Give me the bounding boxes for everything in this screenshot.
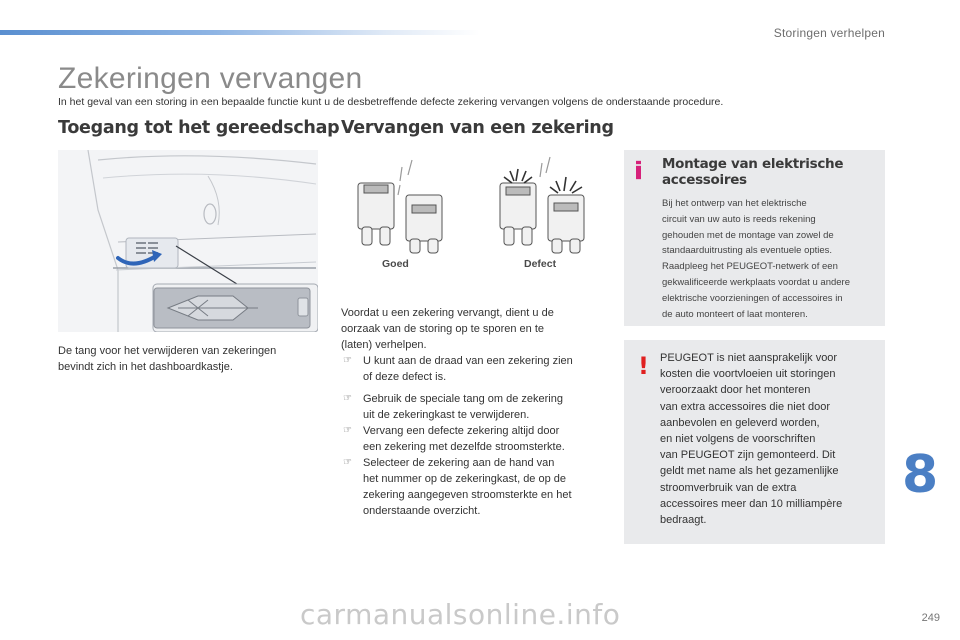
watermark-text: carmanualsonline.info [300,598,621,631]
replace-intro: Voordat u een zekering vervangt, dient u de oorzaak van de storing op te sporen en te (laten) verhelpen. [341,307,554,351]
label-defect: Defect [524,258,557,270]
intro-text: In het geval van een storing in een bepaalde functie kunt u de desbetreffende defecte zekering vervangen volgens de onderstaande procedure. [58,96,724,108]
glovebox-illustration [58,150,318,332]
list-item: ☞ U kunt aan de draad van een zekering zien of deze defect is. [343,355,573,383]
info-icon [636,160,641,180]
info-title: Montage van elektrische accessoires [662,156,844,188]
list-item: ☞ Selecteer de zekering aan de hand van het nummer op de zekeringkast, de op de zekering aangegeven stroomsterkte en het onderstaande overzicht. [343,457,572,517]
heading-tool-access: Toegang tot het gereedschap [58,118,340,138]
heading-replace-fuse: Vervangen van een zekering [341,118,614,138]
replace-steps-list [341,353,616,519]
warning-icon: ! [638,352,649,380]
warning-body: PEUGEOT is niet aansprakelijk voor kosten die voortvloeien uit storingen veroorzaakt door het monteren van extra accessoires die niet door aanbevolen en geleverd worden, en niet volgens de voorschriften van PEUGEOT zijn gemonteerd. Dit geldt met name als het gezamenlijke stroomverbruik van de extra accessoires meer dan 10 milliampère bedraagt. [660,352,843,527]
defect-fuse-icon [500,183,584,253]
tool-location-caption: De tang voor het verwijderen van zekeringen bevindt zich in het dashboardkastje. [58,345,277,373]
header-accent-bar [0,30,480,35]
fuse-comparison-figure [340,155,600,275]
page-number: 249 [921,612,940,624]
warning-box [624,340,885,544]
page-title: Zekeringen vervangen [58,62,363,95]
chapter-number: 8 [902,445,939,505]
good-fuse-icon [358,183,442,253]
list-item: ☞ Vervang een defecte zekering altijd door een zekering met dezelfde stroomsterkte. [343,425,565,453]
list-item: ☞ Gebruik de speciale tang om de zekering uit de zekeringkast te verwijderen. [343,393,563,421]
label-good: Goed [382,258,409,270]
info-box-accessories [624,150,885,326]
section-title: Storingen verhelpen [773,26,885,40]
info-body: Bij het ontwerp van het elektrische circuit van uw auto is reeds rekening gehouden met de montage van zowel de standaarduitrusting als eventuele opties. Raadpleeg het PEUGEOT-netwerk of een gekwalificeerde werkplaats voordat u andere elektrische voorzieningen of accessoires in de auto monteert of laat monteren. [662,198,850,320]
